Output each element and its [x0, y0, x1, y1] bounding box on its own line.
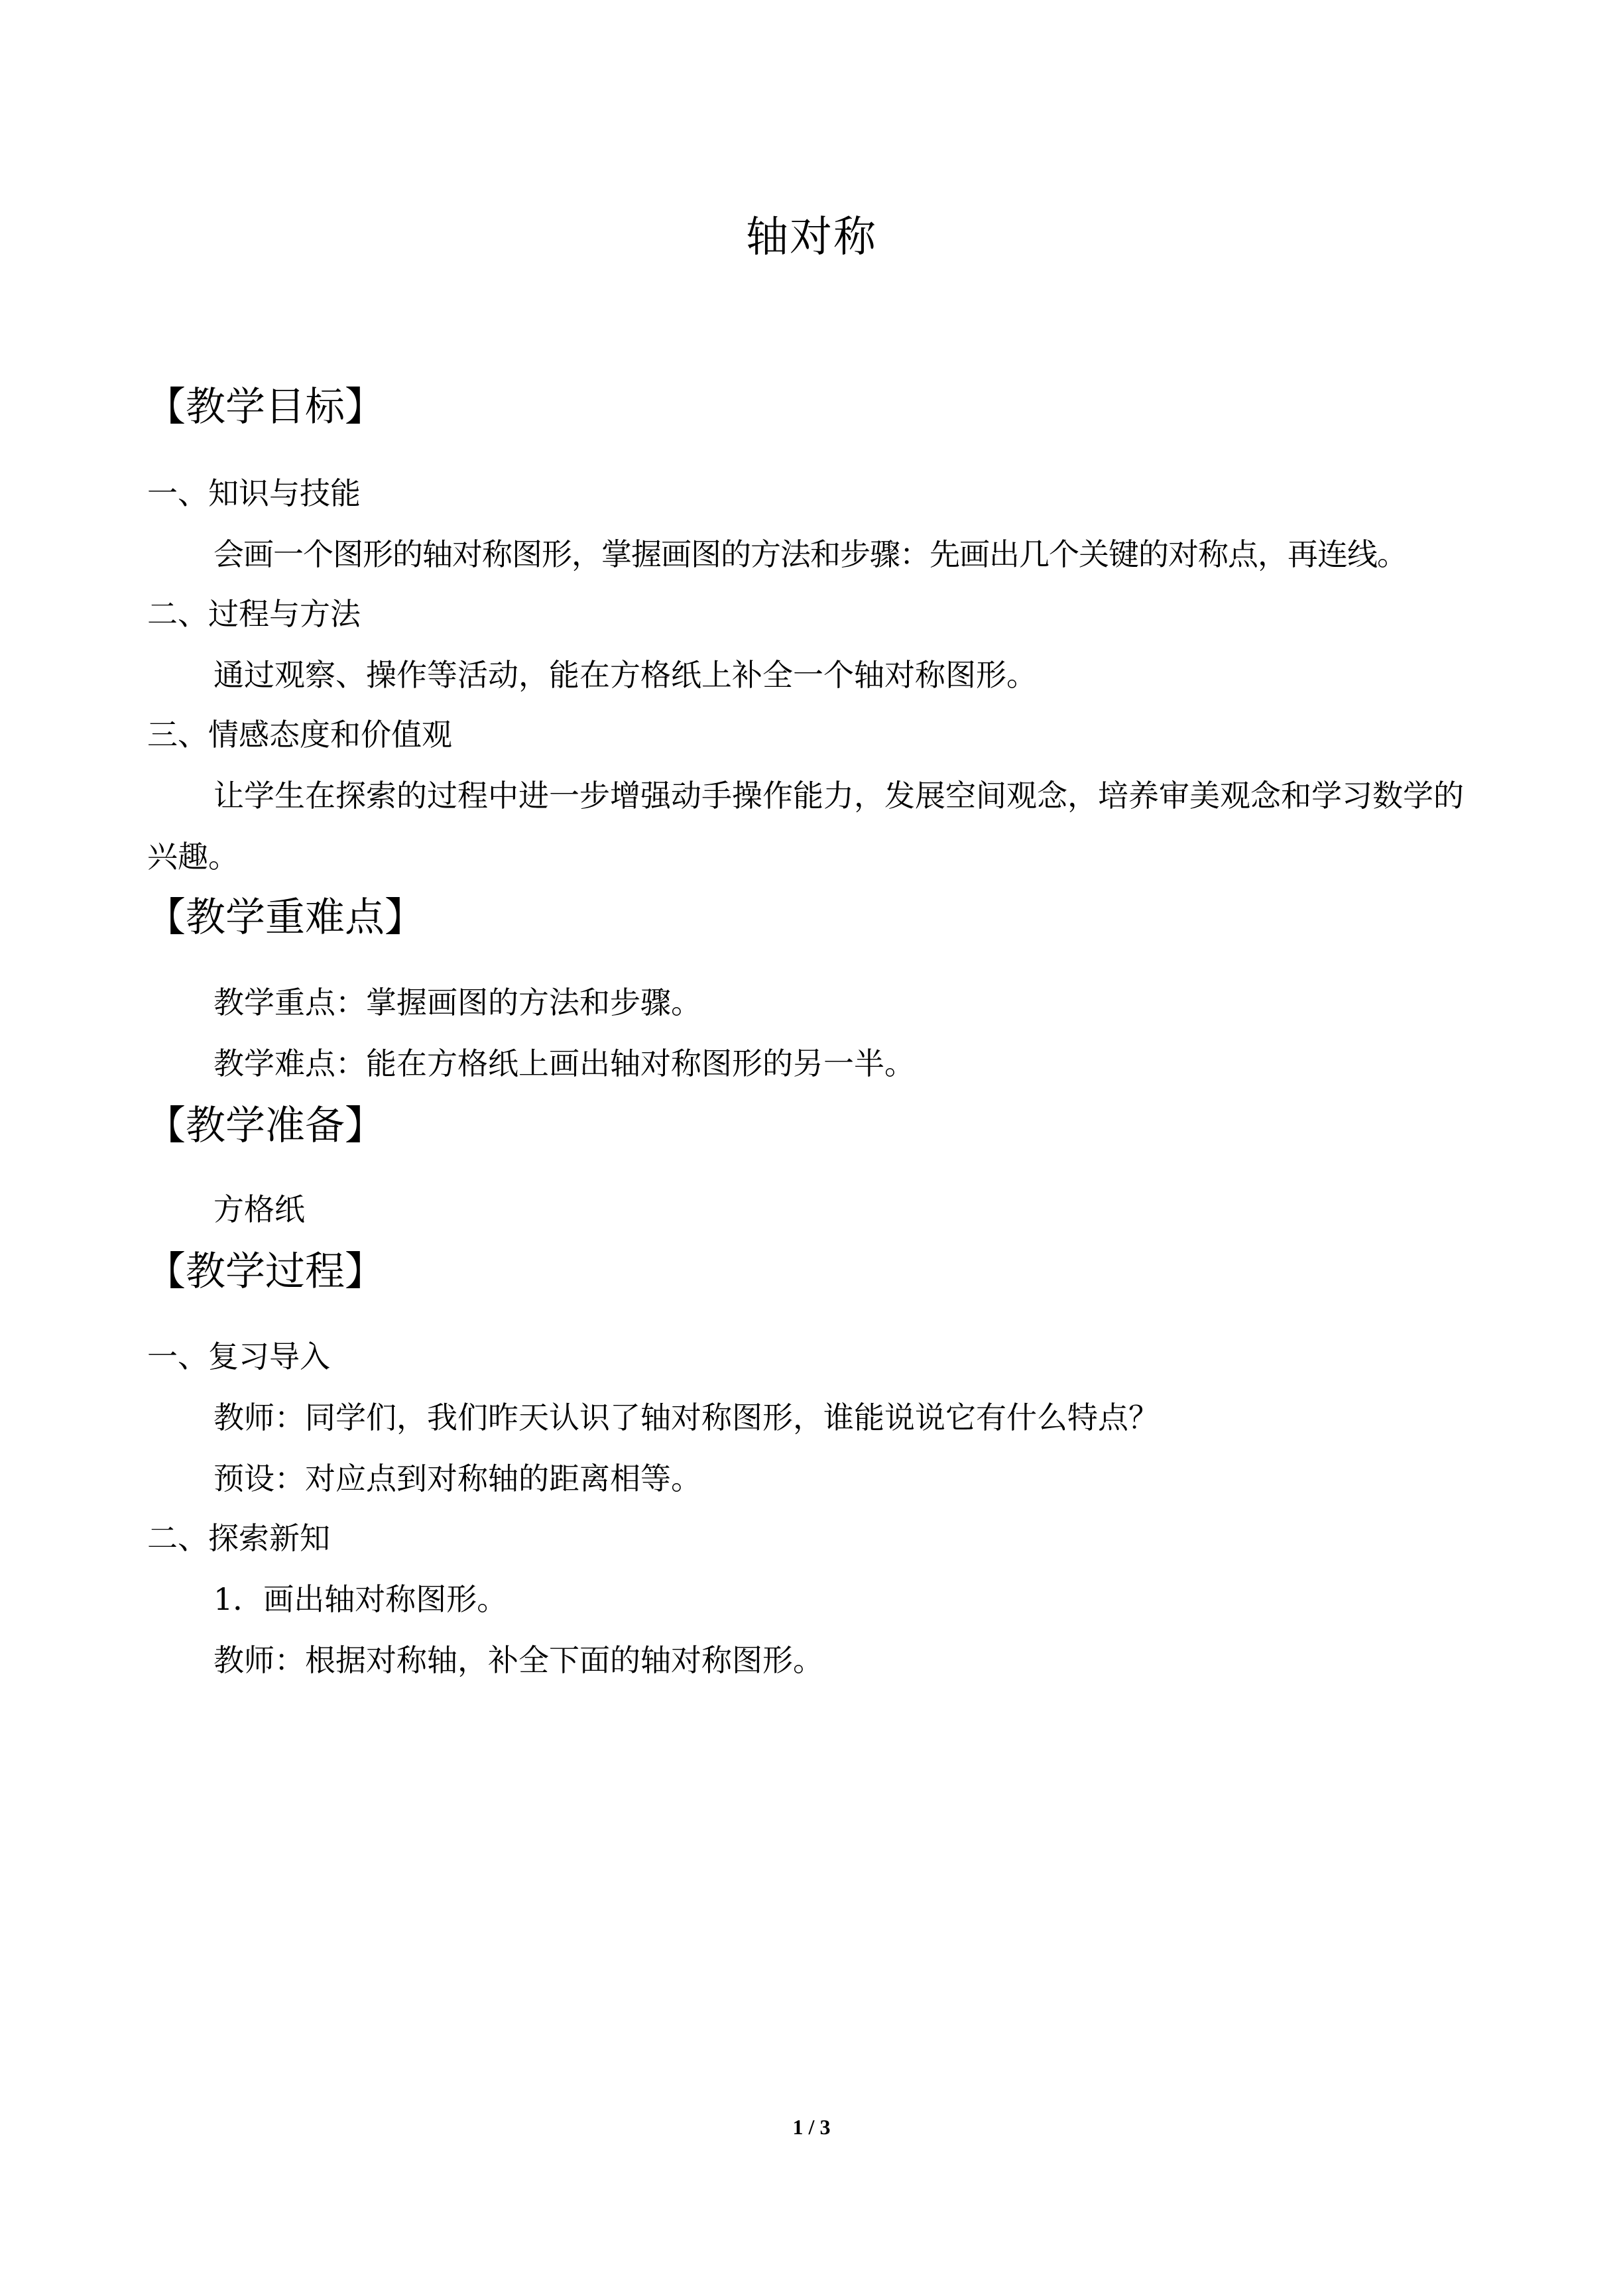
- paragraph-preparation: 方格纸: [213, 1191, 305, 1227]
- page-title: 轴对称: [746, 213, 877, 262]
- subheading-knowledge-skills: 一、知识与技能: [147, 475, 361, 511]
- heading-process: 【教学过程】: [146, 1248, 385, 1295]
- paragraph-explore-teacher: 教师：根据对称轴，补全下面的轴对称图形。: [213, 1642, 823, 1678]
- subheading-explore: 二、探索新知: [147, 1520, 330, 1556]
- heading-objectives: 【教学目标】: [146, 384, 385, 430]
- paragraph-explore-step: 1．画出轴对称图形。: [213, 1581, 508, 1617]
- heading-preparation: 【教学准备】: [146, 1103, 385, 1149]
- paragraph-attitude-values: 让学生在探索的过程中进一步增强动手操作能力，发展空间观念，培养审美观念和学习数学的兴趣。: [147, 778, 1464, 875]
- paragraph-review-preset: 预设：对应点到对称轴的距离相等。: [213, 1461, 701, 1496]
- subheading-attitude-values: 三、情感态度和价值观: [147, 717, 452, 753]
- page-number: 1 / 3: [792, 2115, 831, 2139]
- paragraph-process-method: 通过观察、操作等活动，能在方格纸上补全一个轴对称图形。: [213, 657, 1037, 693]
- heading-key-points: 【教学重难点】: [146, 894, 424, 941]
- paragraph-teaching-difficulty: 教学难点：能在方格纸上画出轴对称图形的另一半。: [213, 1046, 915, 1081]
- paragraph-knowledge-skills: 会画一个图形的轴对称图形，掌握画图的方法和步骤：先画出几个关键的对称点，再连线。: [213, 536, 1407, 572]
- subheading-review: 一、复习导入: [147, 1339, 330, 1374]
- paragraph-review-teacher: 教师：同学们，我们昨天认识了轴对称图形，谁能说说它有什么特点？: [213, 1400, 1159, 1435]
- paragraph-teaching-focus: 教学重点：掌握画图的方法和步骤。: [213, 985, 701, 1020]
- subheading-process-method: 二、过程与方法: [147, 596, 361, 632]
